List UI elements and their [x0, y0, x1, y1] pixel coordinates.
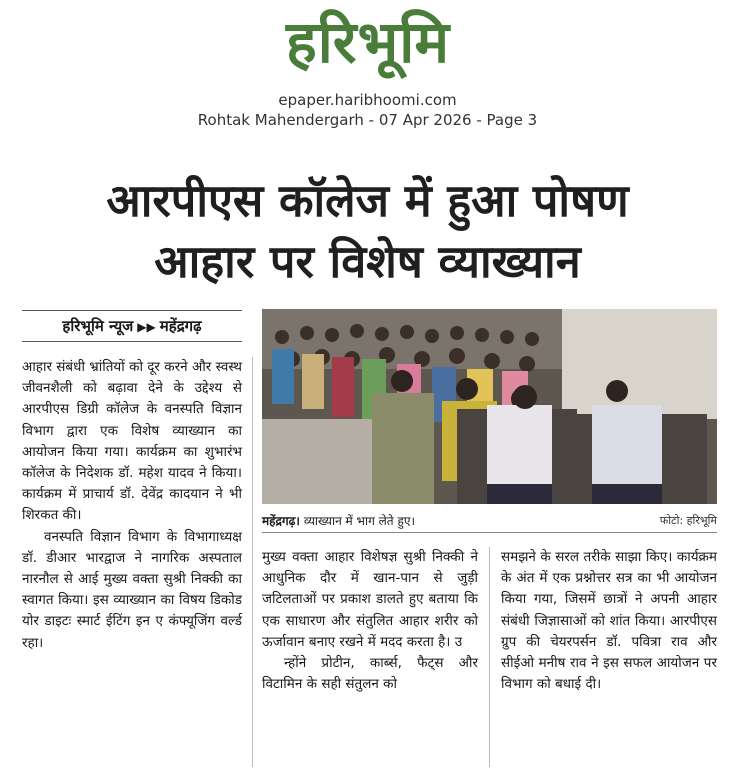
masthead [0, 0, 735, 140]
photo-credit: फोटो: हरिभूमि [659, 514, 717, 527]
article-paragraph-1: आहार संबंधी भ्रांतियों को दूर करने और स्वस्थ जीवनशैली को बढ़ावा देने के उद्देश्य से आरपीएस डिग्री कॉलेज के वनस्पति विज्ञान विभाग द्वारा एक विशेष व्याख्यान का आयोजन किया गया। कार्यक्रम का शुभारंभ कॉलेज के निदेशक डॉ. महेश यादव ने किया। कार्यक्रम में प्राचार्य डॉ. देवेंद्र कादयान ने भी शिरकत की। [22, 359, 242, 524]
event-photo [262, 309, 717, 504]
column-divider-1 [252, 357, 253, 767]
byline [22, 310, 242, 342]
article-column-1 [22, 357, 242, 654]
byline-place: महेंद्रगढ़ [159, 317, 202, 335]
headline [0, 170, 735, 292]
article-paragraph-2: वनस्पति विज्ञान विभाग के विभागाध्यक्ष डॉ. डीआर भारद्वाज ने नागरिक अस्पताल नारनौल से आई मुख्य वक्ता सुश्री निक्की का स्वागत किया। इस व्याख्यान का विषय डिकोड योर डाइटः स्मार्ट ईटिंग इन ए कंफ्यूजिंग वर्ल्ड रहा। [22, 528, 242, 651]
caption-place: महेंद्रगढ़। [262, 514, 300, 528]
article-column-2 [262, 547, 478, 695]
column-divider-2 [489, 547, 490, 767]
edition-line: Rohtak Mahendergarh - 07 Apr 2026 - Page 3 [197, 111, 538, 129]
headline-line-1: आरपीएस कॉलेज में हुआ पोषण [106, 174, 629, 227]
haribhoomi-logo: हरिभूमि [285, 8, 451, 76]
article-column-3 [501, 547, 717, 695]
headline-line-2: आहार पर विशेष व्याख्यान [154, 235, 581, 288]
byline-arrows-icon: ▶▶ [137, 320, 156, 334]
article-paragraph-3: मुख्य वक्ता आहार विशेषज्ञ सुश्री निक्की ने आधुनिक दौर में खान-पान से जुड़ी जटिलताओं पर प्रकाश डालते हुए बताया कि एक साधारण और संतुलित आहार शरीर को ऊर्जावान बनाए रखने में मदद करता है। उ [262, 549, 478, 650]
site-url: epaper.haribhoomi.com [278, 91, 457, 109]
article-paragraph-5: समझने के सरल तरीके साझा किए। कार्यक्रम के अंत में एक प्रश्नोत्तर सत्र का भी आयोजन किया गया, जिसमें छात्रों ने अपनी आहार संबंधी जिज्ञासाओं को शांत किया। आरपीएस ग्रुप की चेयरपर्सन डॉ. पवित्रा राव और सीईओ मनीष राव ने इस सफल आयोजन पर विभाग को बधाई दी। [501, 549, 717, 693]
byline-agency: हरिभूमि न्यूज [62, 317, 134, 335]
photo-caption [262, 510, 717, 533]
article-paragraph-4: न्होंने प्रोटीन, कार्ब्स, फैट्स और विटामिन के सही संतुलन को [262, 655, 478, 693]
event-photo-illustration [262, 309, 717, 504]
caption-text: व्याख्यान में भाग लेते हुए। [303, 514, 415, 528]
